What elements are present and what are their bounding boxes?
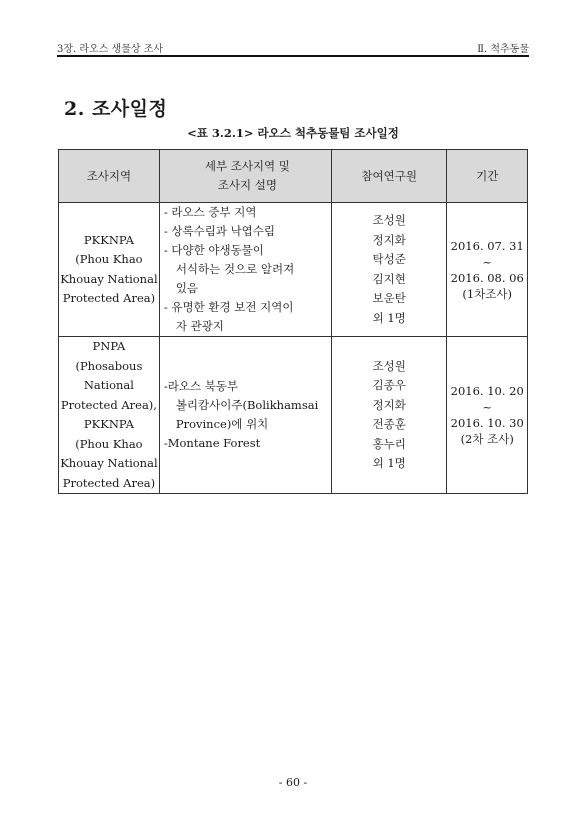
period-cell <box>447 337 528 494</box>
detail-cell <box>159 337 331 494</box>
section-label: Ⅱ. 척추동물 <box>477 44 529 55</box>
chapter-title: 3장. 라오스 생물상 조사 <box>57 44 164 55</box>
detail-line: Province)에 위치 <box>175 417 269 431</box>
region-line: PKKNPA <box>83 232 134 247</box>
region-line: Khouay National <box>60 271 158 286</box>
region-line: (Phosabous <box>75 358 143 373</box>
header-detail-line: 세부 조사지역 및 <box>204 159 290 173</box>
detail-cell <box>159 203 331 337</box>
region-line: Protected Area) <box>62 475 156 490</box>
detail-line: 자 관광지 <box>175 319 224 333</box>
schedule-table <box>58 149 528 494</box>
period-start: 2016. 07. 31 <box>450 238 524 253</box>
table-row <box>59 337 528 494</box>
region-line: Protected Area), <box>60 397 157 412</box>
researchers-cell <box>331 203 446 337</box>
researcher-name: 김종우 <box>372 378 406 392</box>
header-detail-line: 조사지 설명 <box>217 178 277 192</box>
region-cell <box>59 337 160 494</box>
period-end: 2016. 10. 30 <box>450 416 524 430</box>
researcher-name: 조성원 <box>372 358 406 373</box>
section-title: 2. 조사일정 <box>64 98 168 120</box>
header-researchers: 참여연구원 <box>331 150 446 203</box>
period-separator: ~ <box>482 400 493 414</box>
period-separator: ~ <box>482 254 493 269</box>
detail-line: - 유명한 환경 보전 지역이 <box>163 300 294 314</box>
period-end: 2016. 08. 06 <box>450 270 524 285</box>
researcher-name: 조성원 <box>372 213 406 227</box>
running-header <box>57 38 529 56</box>
region-cell <box>59 203 160 337</box>
region-line: (Phou Khao <box>75 436 143 451</box>
region-line: National <box>83 378 134 392</box>
detail-line: 서식하는 것으로 알려져 <box>175 262 295 276</box>
researcher-name: 정지화 <box>372 397 406 412</box>
period-label: (1차조사) <box>462 286 513 301</box>
region-line: PNPA <box>92 339 126 353</box>
period-start: 2016. 10. 20 <box>450 384 524 398</box>
table-caption: <표 3.2.1> 라오스 척추동물팀 조사일정 <box>187 126 399 140</box>
detail-line: -라오스 북동부 <box>163 379 239 393</box>
detail-line: - 다양한 야생동물이 <box>163 243 264 257</box>
page-number: - 60 - <box>278 776 308 789</box>
region-line: (Phou Khao <box>75 252 143 266</box>
researcher-name: 탁성준 <box>372 252 406 266</box>
researcher-name: 외 1명 <box>372 456 406 470</box>
researcher-name: 정지화 <box>372 232 406 247</box>
researcher-name: 전종훈 <box>372 417 406 431</box>
period-label: (2차 조사) <box>460 432 514 446</box>
table-header-row <box>59 150 528 203</box>
researchers-cell <box>331 337 446 494</box>
detail-line: 볼리캄사이주(Bolikhamsai <box>175 398 319 412</box>
region-line: Khouay National <box>60 456 158 470</box>
region-line: PKKNPA <box>83 417 134 431</box>
detail-line: -Montane Forest <box>163 436 261 450</box>
header-region: 조사지역 <box>59 150 160 203</box>
researcher-name: 홍누리 <box>372 436 406 451</box>
researcher-name: 김지현 <box>372 271 406 286</box>
detail-line: - 라오스 중부 지역 <box>163 205 257 219</box>
table-row <box>59 203 528 337</box>
header-period: 기간 <box>447 150 528 203</box>
researcher-name: 외 1명 <box>372 310 406 325</box>
researcher-name: 보운탄 <box>372 291 406 305</box>
header-rule <box>57 55 529 57</box>
period-cell <box>447 203 528 337</box>
header-detail <box>159 150 331 203</box>
detail-line: 있음 <box>175 281 199 295</box>
detail-line: - 상록수림과 낙엽수림 <box>163 224 276 238</box>
region-line: Protected Area) <box>62 291 156 305</box>
